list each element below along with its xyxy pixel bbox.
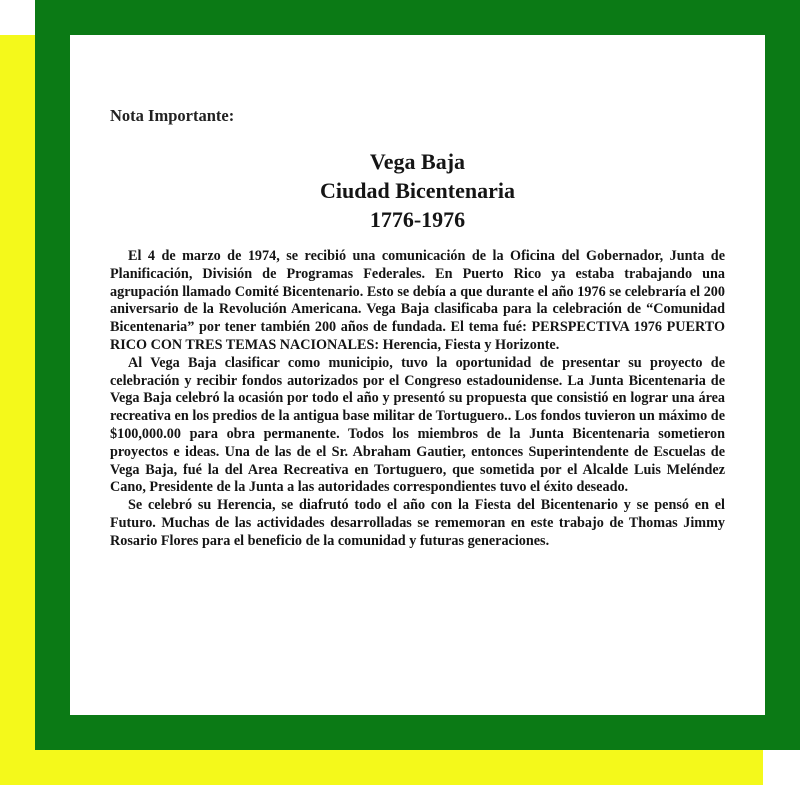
document-page	[70, 35, 765, 715]
title-line-1: Vega Baja	[369, 149, 466, 174]
paragraph-3: Se celebró su Herencia, se diafrutó todo el año con la Fiesta del Bicentenario y se pensó en el Futuro. Muchas de las actividades desarrolladas se rememoran en este trabajo de Thomas Jimmy Rosario Flores para el beneficio de la comunidad y futuras generaciones.	[110, 497, 725, 549]
paragraph-1: El 4 de marzo de 1974, se recibió una comunicación de la Oficina del Gobernador, Junta de Planificación, División de Programas Federales. En Puerto Rico ya estaba trabajando una agrupación llamado Comité Bicentenario. Esto se debía a que durante el año 1976 se celebraría el 200 aniversario de la Revolución Americana. Vega Baja clasificaba para la celebración de “Comunidad Bicentenaria” por tener también 200 años de fundada. El tema fué: PERSPECTIVA 1976 PUERTO RICO CON TRES TEMAS NACIONALES: Herencia, Fiesta y Horizonte.	[110, 248, 725, 353]
body-text	[110, 248, 725, 551]
title-block	[70, 147, 765, 234]
note-label: Nota Importante:	[110, 106, 235, 125]
title-line-3: 1776-1976	[369, 207, 466, 232]
paragraph-2: Al Vega Baja clasificar como municipio, tuvo la oportunidad de presentar su proyecto de celebración y recibir fondos autorizados por el Congreso estadounidense. La Junta Bicentenaria de Vega Baja celebró la ocasión por todo el año y presentó su propuesta que consistió en lograr una área recreativa en los predios de la antigua base militar de Tortuguero.. Los fondos tuvieron un máximo de $100,000.00 para obra permanente. Todos los miembros de la Junta Bicentenaria sometieron proyectos e ideas. Una de las de el Sr. Abraham Gautier, entonces Superintendente de Escuelas de Vega Baja, fué la del Area Recreativa en Tortuguero, que sometida por el Alcalde Luis Meléndez Cano, Presidente de la Junta a las autoridades correspondientes tuvo el éxito deseado.	[110, 354, 725, 496]
title-line-2: Ciudad Bicentenaria	[320, 178, 515, 203]
